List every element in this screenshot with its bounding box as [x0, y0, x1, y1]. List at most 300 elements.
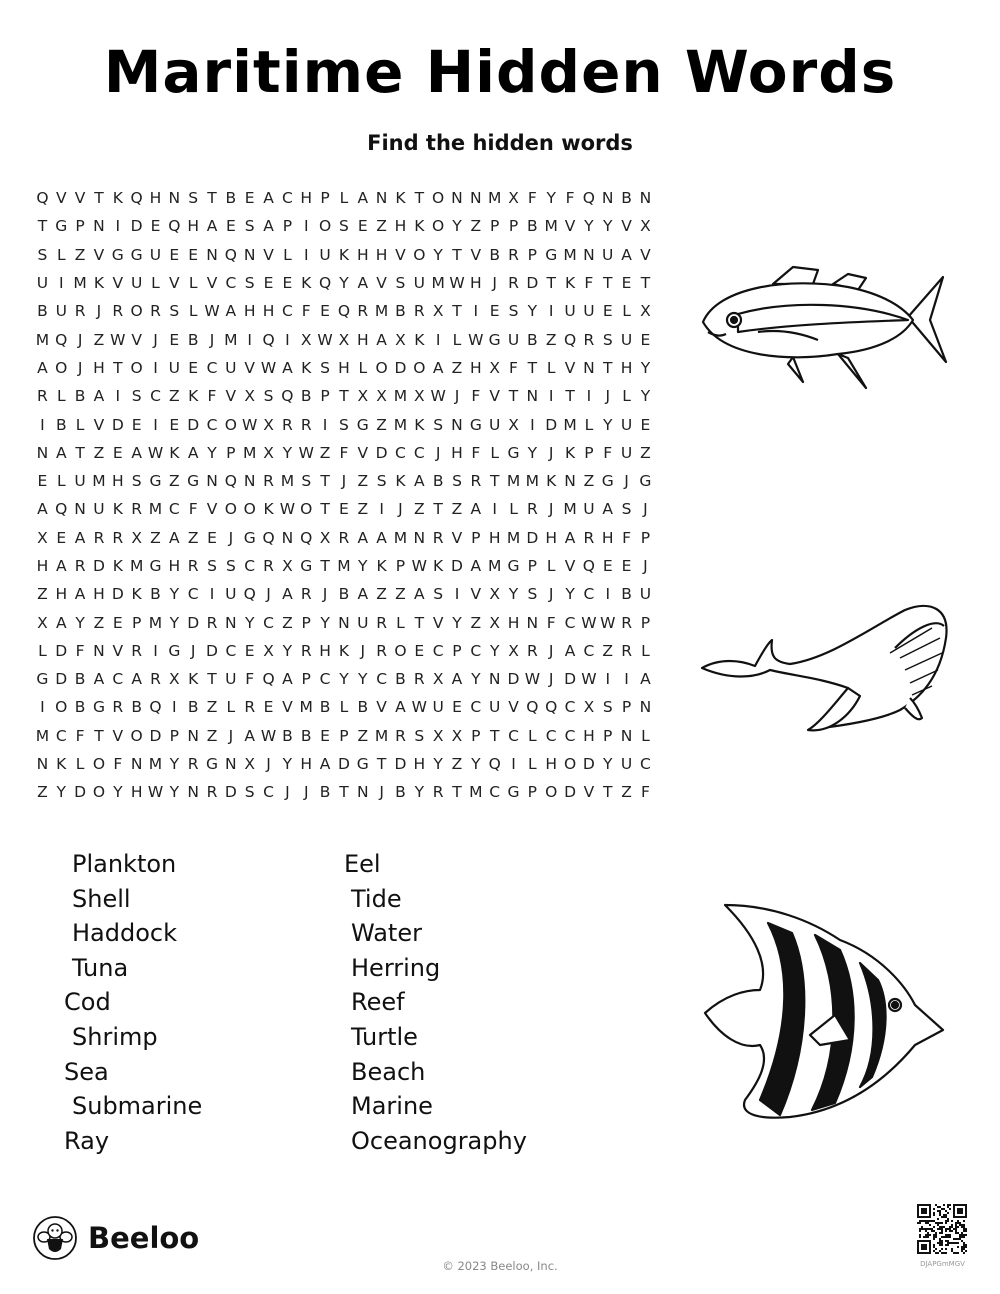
- grid-letter: I: [115, 217, 121, 236]
- grid-letter: L: [622, 387, 631, 406]
- grid-letter: L: [622, 302, 631, 321]
- grid-letter: X: [131, 528, 142, 547]
- grid-letter: P: [320, 189, 330, 208]
- grid-letter: W: [430, 387, 446, 406]
- grid-letter: D: [55, 641, 68, 660]
- word-list-item: Haddock: [72, 919, 177, 948]
- grid-letter: Y: [527, 302, 538, 321]
- grid-letter: J: [341, 472, 347, 491]
- grid-letter: T: [339, 387, 349, 406]
- grid-letter: U: [93, 500, 105, 519]
- grid-letter: Q: [526, 698, 539, 717]
- grid-letter: P: [640, 613, 651, 632]
- grid-letter: N: [74, 500, 86, 519]
- grid-letter: A: [470, 500, 482, 519]
- grid-letter: X: [244, 755, 256, 774]
- grid-letter: A: [432, 358, 444, 377]
- grid-letter: T: [207, 670, 217, 689]
- grid-letter: Q: [168, 217, 181, 236]
- grid-letter: Z: [451, 500, 463, 519]
- grid-letter: W: [581, 613, 597, 632]
- grid-letter: U: [168, 358, 180, 377]
- grid-letter: Z: [282, 613, 293, 632]
- grid-letter: E: [207, 528, 217, 547]
- grid-letter: K: [131, 585, 142, 604]
- grid-letter: T: [452, 783, 462, 802]
- grid-letter: S: [131, 387, 142, 406]
- grid-letter: R: [376, 613, 387, 632]
- grid-letter: D: [206, 641, 218, 660]
- grid-letter: B: [300, 726, 312, 745]
- grid-letter: L: [584, 415, 594, 434]
- grid-letter: O: [55, 698, 68, 717]
- grid-letter: W: [524, 670, 541, 689]
- grid-letter: E: [602, 302, 613, 321]
- grid-letter: Y: [489, 641, 500, 660]
- grid-letter: T: [414, 189, 425, 208]
- grid-letter: Y: [244, 613, 255, 632]
- grid-letter: F: [509, 358, 518, 377]
- grid-letter: F: [75, 641, 85, 660]
- grid-letter: M: [525, 472, 540, 491]
- grid-letter: N: [526, 613, 539, 632]
- grid-letter: H: [545, 528, 558, 547]
- grid-letter: W: [260, 358, 277, 377]
- grid-letter: Y: [339, 274, 349, 293]
- grid-letter: N: [187, 783, 199, 802]
- grid-letter: D: [526, 528, 539, 547]
- grid-letter: B: [527, 330, 538, 349]
- grid-letter: Y: [433, 245, 443, 264]
- grid-letter: J: [624, 472, 629, 491]
- grid-letter: V: [376, 698, 387, 717]
- grid-letter: E: [244, 189, 255, 208]
- grid-letter: E: [640, 415, 651, 434]
- grid-letter: B: [395, 302, 406, 321]
- grid-letter: R: [376, 641, 387, 660]
- grid-letter: N: [168, 189, 181, 208]
- grid-letter: T: [489, 472, 500, 491]
- grid-letter: L: [226, 698, 236, 717]
- grid-letter: W: [147, 443, 164, 462]
- grid-letter: O: [224, 500, 237, 519]
- grid-letter: P: [603, 726, 613, 745]
- grid-letter: I: [115, 387, 121, 406]
- grid-letter: N: [413, 528, 426, 547]
- grid-letter: C: [263, 783, 274, 802]
- grid-letter: T: [603, 358, 613, 377]
- word-list-item: Tuna: [72, 953, 129, 982]
- grid-letter: N: [451, 189, 463, 208]
- grid-letter: L: [339, 698, 349, 717]
- grid-letter: A: [413, 472, 425, 491]
- grid-letter: K: [395, 472, 406, 491]
- grid-letter: R: [621, 641, 632, 660]
- grid-letter: B: [621, 189, 632, 208]
- grid-letter: D: [451, 557, 463, 575]
- grid-letter: T: [452, 245, 462, 264]
- grid-letter: M: [487, 189, 502, 208]
- grid-letter: X: [489, 613, 500, 632]
- grid-letter: H: [93, 358, 105, 377]
- grid-letter: B: [74, 698, 86, 717]
- grid-letter: S: [376, 472, 387, 491]
- grid-letter: Z: [74, 245, 86, 264]
- grid-letter: J: [228, 726, 234, 745]
- grid-letter: B: [319, 783, 331, 802]
- grid-letter: G: [507, 557, 520, 575]
- grid-letter: T: [452, 302, 462, 321]
- grid-row: [33, 778, 655, 806]
- grid-letter: B: [74, 670, 86, 689]
- striped-fish-illustration: [700, 895, 950, 1125]
- grid-row: [33, 297, 655, 325]
- word-list-item: Beach: [351, 1057, 426, 1086]
- grid-letter: W: [468, 330, 484, 349]
- grid-letter: M: [393, 528, 408, 547]
- grid-letter: X: [395, 330, 406, 349]
- grid-letter: P: [169, 726, 179, 745]
- grid-letter: S: [452, 472, 462, 491]
- grid-letter: U: [357, 613, 369, 632]
- grid-letter: E: [357, 217, 368, 236]
- grid-letter: Z: [206, 726, 218, 745]
- grid-letter: B: [55, 415, 67, 434]
- grid-letter: R: [526, 500, 538, 519]
- grid-letter: L: [528, 726, 537, 745]
- grid-letter: V: [508, 698, 519, 717]
- grid-letter: K: [564, 274, 576, 293]
- grid-letter: M: [299, 698, 313, 717]
- grid-letter: R: [112, 698, 124, 717]
- grid-letter: N: [601, 189, 614, 208]
- grid-letter: H: [93, 585, 105, 604]
- grid-letter: N: [206, 245, 218, 264]
- grid-letter: D: [74, 783, 87, 802]
- grid-letter: I: [586, 387, 592, 406]
- grid-letter: H: [583, 726, 595, 745]
- word-list-item: Plankton: [72, 850, 177, 878]
- grid-letter: H: [300, 755, 313, 774]
- grid-letter: Z: [640, 443, 651, 462]
- word-list-item: Water: [351, 919, 422, 948]
- grid-letter: J: [492, 274, 497, 293]
- grid-letter: J: [153, 330, 158, 349]
- grid-letter: O: [130, 302, 143, 321]
- grid-letter: I: [58, 274, 64, 293]
- grid-letter: J: [548, 443, 554, 462]
- grid-letter: S: [320, 358, 330, 377]
- grid-letter: H: [338, 358, 350, 377]
- grid-letter: E: [452, 698, 462, 717]
- grid-letter: D: [337, 755, 350, 774]
- grid-letter: V: [131, 330, 142, 349]
- grid-letter: K: [188, 387, 199, 406]
- grid-letter: H: [451, 443, 463, 462]
- grid-letter: I: [40, 698, 45, 717]
- grid-letter: N: [36, 443, 49, 462]
- grid-letter: I: [303, 217, 309, 236]
- grid-letter: H: [111, 472, 124, 491]
- grid-letter: A: [244, 726, 255, 745]
- grid-letter: N: [281, 528, 294, 547]
- grid-letter: T: [113, 358, 123, 377]
- grid-letter: O: [318, 217, 332, 236]
- grid-letter: W: [411, 557, 427, 575]
- grid-letter: A: [319, 755, 331, 774]
- grid-letter: X: [489, 585, 500, 604]
- grid-letter: O: [375, 358, 388, 377]
- grid-letter: L: [452, 330, 462, 349]
- grid-letter: T: [94, 726, 104, 745]
- grid-letter: V: [55, 189, 67, 208]
- grid-letter: I: [605, 585, 611, 604]
- grid-letter: U: [620, 443, 633, 462]
- grid-letter: A: [225, 302, 237, 321]
- grid-letter: M: [487, 557, 502, 575]
- grid-letter: H: [168, 557, 181, 575]
- grid-letter: X: [508, 189, 519, 208]
- grid-letter: H: [507, 613, 520, 632]
- grid-letter: T: [320, 500, 330, 519]
- grid-letter: I: [435, 330, 441, 349]
- grid-letter: D: [111, 585, 124, 604]
- grid-letter: S: [244, 217, 255, 236]
- grid-letter: K: [188, 670, 199, 689]
- grid-letter: E: [621, 557, 632, 575]
- grid-letter: C: [225, 274, 237, 293]
- grid-row: [33, 495, 655, 523]
- grid-letter: R: [263, 472, 274, 491]
- grid-letter: Y: [358, 670, 368, 689]
- grid-letter: E: [621, 274, 632, 293]
- grid-letter: Y: [527, 443, 538, 462]
- word-list-item: Eel: [344, 850, 381, 878]
- grid-letter: Y: [471, 755, 481, 774]
- grid-letter: E: [169, 245, 180, 264]
- grid-letter: E: [244, 641, 255, 660]
- grid-letter: V: [376, 274, 387, 293]
- grid-letter: M: [148, 500, 163, 519]
- grid-letter: Y: [358, 557, 368, 575]
- grid-letter: A: [282, 358, 293, 377]
- grid-letter: K: [301, 274, 312, 293]
- grid-letter: H: [488, 528, 501, 547]
- grid-letter: F: [339, 443, 349, 462]
- grid-letter: Z: [376, 585, 387, 604]
- grid-letter: J: [548, 641, 554, 660]
- grid-letter: I: [40, 415, 45, 434]
- grid-letter: Q: [563, 330, 577, 349]
- grid-letter: C: [206, 415, 218, 434]
- grid-letter: J: [398, 500, 403, 519]
- grid-letter: U: [583, 302, 595, 321]
- grid-letter: M: [374, 726, 389, 745]
- grid-letter: U: [488, 698, 501, 717]
- grid-letter: S: [527, 585, 538, 604]
- grid-letter: Q: [262, 528, 275, 547]
- grid-letter: C: [168, 500, 180, 519]
- grid-letter: X: [508, 641, 519, 660]
- grid-letter: A: [564, 528, 576, 547]
- grid-letter: I: [605, 670, 611, 689]
- grid-letter: U: [488, 415, 501, 434]
- grid-letter: P: [75, 217, 85, 236]
- grid-letter: K: [263, 500, 274, 519]
- grid-letter: X: [413, 387, 425, 406]
- grid-letter: F: [527, 189, 537, 208]
- grid-letter: R: [508, 245, 519, 264]
- grid-letter: E: [339, 500, 349, 519]
- grid-letter: E: [640, 330, 651, 349]
- grid-letter: V: [451, 528, 463, 547]
- grid-letter: D: [187, 415, 200, 434]
- grid-letter: V: [357, 443, 369, 462]
- grid-letter: K: [338, 641, 349, 660]
- grid-letter: S: [621, 500, 632, 519]
- grid-letter: J: [190, 641, 196, 660]
- grid-letter: R: [150, 302, 161, 321]
- grid-letter: L: [188, 274, 198, 293]
- grid-letter: G: [545, 245, 558, 264]
- page-title: Maritime Hidden Words: [103, 38, 897, 106]
- grid-letter: M: [337, 557, 351, 575]
- grid-letter: I: [492, 500, 497, 519]
- grid-letter: A: [357, 585, 369, 604]
- grid-letter: X: [169, 670, 180, 689]
- grid-letter: Z: [583, 472, 595, 491]
- grid-row: [33, 608, 655, 636]
- grid-letter: R: [187, 755, 199, 774]
- grid-letter: Y: [452, 217, 462, 236]
- grid-letter: U: [319, 245, 331, 264]
- grid-letter: G: [149, 472, 162, 491]
- grid-letter: E: [263, 698, 274, 717]
- grid-letter: A: [282, 670, 293, 689]
- grid-letter: A: [413, 585, 425, 604]
- grid-letter: A: [55, 443, 67, 462]
- grid-letter: A: [470, 557, 482, 575]
- grid-letter: N: [225, 613, 237, 632]
- grid-letter: X: [244, 387, 256, 406]
- grid-letter: T: [640, 274, 651, 293]
- grid-letter: K: [169, 443, 180, 462]
- grid-letter: Q: [262, 670, 275, 689]
- grid-letter: A: [357, 274, 369, 293]
- grid-letter: X: [583, 698, 595, 717]
- grid-letter: G: [488, 330, 501, 349]
- grid-letter: B: [74, 387, 86, 406]
- grid-letter: F: [640, 783, 650, 802]
- grid-letter: W: [317, 330, 333, 349]
- grid-letter: U: [620, 755, 633, 774]
- grid-letter: L: [528, 755, 537, 774]
- grid-letter: U: [639, 585, 652, 604]
- grid-letter: O: [55, 358, 68, 377]
- grid-letter: T: [376, 755, 387, 774]
- grid-letter: N: [243, 472, 256, 491]
- grid-letter: K: [112, 500, 123, 519]
- grid-letter: Q: [582, 189, 595, 208]
- grid-letter: R: [131, 641, 143, 660]
- tuna-fish-illustration: [698, 262, 950, 390]
- grid-letter: X: [432, 726, 444, 745]
- grid-letter: V: [583, 783, 595, 802]
- grid-letter: F: [207, 387, 217, 406]
- grid-letter: I: [548, 387, 554, 406]
- grid-letter: H: [36, 557, 49, 575]
- grid-letter: I: [548, 302, 554, 321]
- grid-letter: S: [37, 245, 48, 264]
- grid-row: [33, 184, 655, 212]
- grid-letter: X: [263, 443, 274, 462]
- grid-letter: H: [545, 755, 558, 774]
- grid-letter: H: [319, 641, 331, 660]
- grid-letter: K: [414, 415, 425, 434]
- grid-letter: V: [564, 217, 576, 236]
- grid-letter: T: [508, 387, 519, 406]
- grid-letter: W: [110, 330, 126, 349]
- grid-letter: R: [583, 528, 595, 547]
- grid-letter: K: [93, 274, 105, 293]
- grid-letter: M: [393, 387, 408, 406]
- grid-row: [33, 665, 655, 693]
- grid-letter: J: [77, 330, 83, 349]
- grid-letter: Z: [93, 443, 105, 462]
- grid-letter: K: [414, 330, 425, 349]
- grid-letter: C: [319, 670, 331, 689]
- grid-letter: Y: [320, 613, 330, 632]
- grid-letter: E: [169, 415, 180, 434]
- grid-letter: M: [506, 472, 521, 491]
- grid-letter: V: [432, 613, 444, 632]
- grid-letter: B: [319, 698, 331, 717]
- grid-letter: X: [640, 217, 651, 236]
- grid-letter: P: [527, 245, 538, 264]
- grid-letter: L: [283, 245, 292, 264]
- grid-letter: Q: [300, 528, 313, 547]
- grid-letter: R: [300, 585, 312, 604]
- grid-letter: I: [209, 585, 215, 604]
- grid-letter: W: [600, 613, 616, 632]
- grid-letter: P: [395, 557, 406, 575]
- grid-letter: E: [320, 302, 330, 321]
- grid-letter: M: [374, 302, 389, 321]
- grid-letter: J: [548, 670, 554, 689]
- grid-letter: J: [77, 358, 83, 377]
- grid-row: [33, 354, 655, 382]
- qr-code: [917, 1204, 967, 1254]
- grid-letter: E: [37, 472, 48, 491]
- grid-letter: E: [282, 274, 293, 293]
- word-list-item: Reef: [351, 988, 405, 1017]
- grid-letter: R: [300, 415, 312, 434]
- grid-letter: Z: [37, 783, 48, 802]
- grid-letter: V: [470, 245, 482, 264]
- grid-letter: L: [151, 274, 160, 293]
- grid-letter: H: [470, 274, 482, 293]
- grid-row: [33, 750, 655, 778]
- grid-letter: V: [640, 245, 651, 264]
- grid-letter: B: [338, 585, 350, 604]
- grid-letter: C: [640, 755, 651, 774]
- grid-letter: I: [153, 358, 158, 377]
- grid-letter: X: [640, 302, 651, 321]
- grid-letter: F: [113, 755, 123, 774]
- grid-letter: A: [55, 557, 67, 575]
- grid-letter: O: [394, 641, 407, 660]
- grid-letter: R: [150, 670, 161, 689]
